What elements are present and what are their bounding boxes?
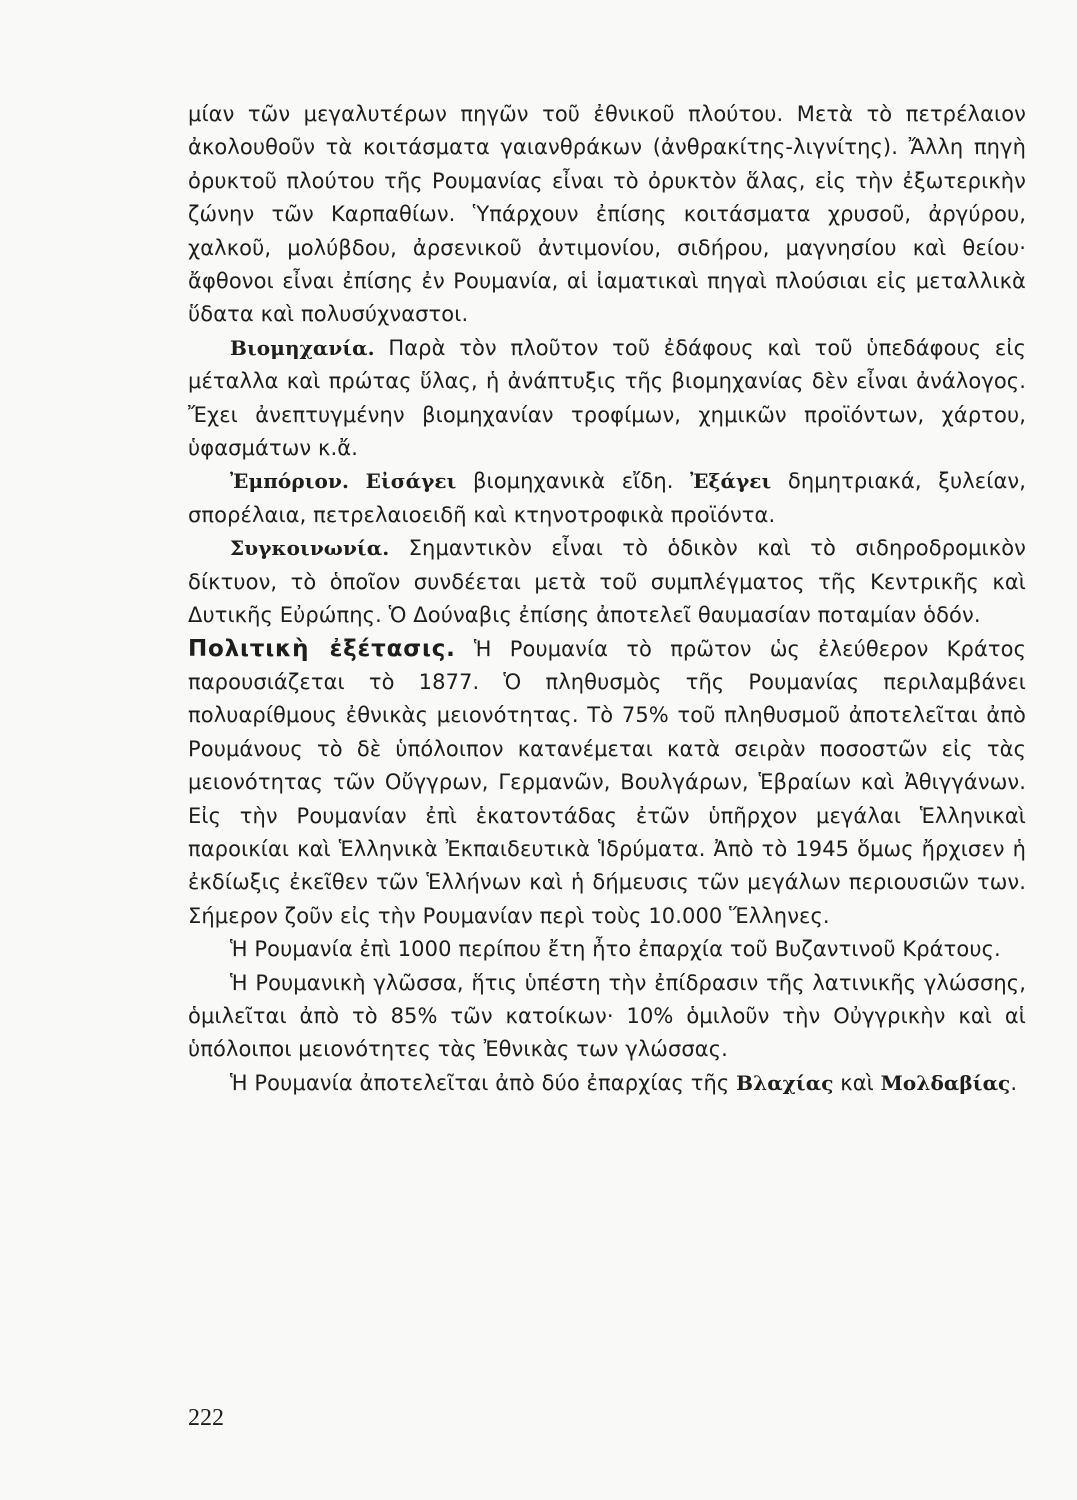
paragraph-trade (188, 465, 1026, 532)
paragraph-text: βιομηχανικὰ εἴδη. (456, 469, 691, 494)
paragraph-transport (188, 532, 1026, 632)
term-wallachia: Βλαχίας (736, 1070, 834, 1095)
heading-imports: Εἰσάγει (365, 469, 457, 494)
term-moldavia: Μολδαβίας (880, 1070, 1011, 1095)
paragraph-text: Ἡ Ρουμανία ἐπὶ 1000 περίπου ἔτη ἦτο ἐπαρχία τοῦ Βυζαντινοῦ Κράτους. (230, 937, 1001, 962)
paragraph-political (188, 633, 1026, 934)
page-number: 222 (188, 1405, 224, 1431)
paragraph-text: . (1010, 1070, 1018, 1095)
paragraph-text: μίαν τῶν μεγαλυτέρων πηγῶν τοῦ ἐθνικοῦ πλούτου. Μετὰ τὸ πετρέλαιον ἀκολουθοῦν τὰ κοιτάσματα γαιανθράκων (ἀνθρακίτης-λιγνίτης). Ἄλλη πηγὴ ὀρυκτοῦ πλούτου τῆς Ρουμανίας εἶναι τὸ ὀρυκτὸν ἅλας, εἰς τὴν ἐξωτερικὴν ζώνην τῶν Καρπαθίων. Ὑπάρχουν ἐπίσης κοιτάσματα χρυσοῦ, ἀργύρου, χαλκοῦ, μολύβδου, ἀρσενικοῦ ἀντιμονίου, σιδήρου, μαγνησίου καὶ θείου· ἄφθονοι εἶναι ἐπίσης ἐν Ρουμανία, αἱ ἰαματικαὶ πηγαὶ πλούσιαι εἰς μεταλλικὰ ὕδατα καὶ πολυσύχναστοι. (188, 102, 1026, 327)
paragraph-language (188, 967, 1026, 1067)
paragraph-mineral-wealth (188, 98, 1026, 332)
paragraph-text: Παρὰ τὸν πλοῦτον τοῦ ἐδάφους καὶ τοῦ ὑπεδάφους εἰς μέταλλα καὶ πρώτας ὕλας, ἡ ἀνάπτυξις τῆς βιομηχανίας δὲν εἶναι ἀνάλογος. Ἔχει ἀνεπτυγμένην βιομηχανίαν τροφίμων, χημικῶν προϊόντων, χάρτου, ὑφασμάτων κ.ἄ. (188, 335, 1026, 461)
paragraph-text: Ἡ Ρουμανία τὸ πρῶτον ὡς ἐλεύθερον Κράτος παρουσιάζεται τὸ 1877. Ὁ πληθυσμὸς τῆς Ρουμανίας περιλαμβάνει πολυαρίθμους ἐθνικὰς μειονότητας. Τὸ 75% τοῦ πληθυσμοῦ ἀποτελεῖται ἀπὸ Ρουμάνους τὸ δὲ ὑπόλοιπον κατανέμεται κατὰ σειρὰν ποσοστῶν εἰς τὰς μειονότητας τῶν Οὔγγρων, Γερμανῶν, Βουλγάρων, Ἑβραίων καὶ Ἀθιγγάνων. Εἰς τὴν Ρουμανίαν ἐπὶ ἑκατοντάδας ἐτῶν ὑπῆρχον μεγάλαι Ἑλληνικαὶ παροικίαι καὶ Ἑλληνικὰ Ἐκπαιδευτικὰ Ἱδρύματα. Ἀπὸ τὸ 1945 ὅμως ἤρχισεν ἡ ἐκδίωξις ἐκεῖθεν τῶν Ἑλλήνων καὶ ἡ δήμευσις τῶν μεγάλων περιουσιῶν των. Σήμερον ζοῦν εἰς τὴν Ρουμανίαν περὶ τοὺς 10.000 Ἕλληνες. (188, 636, 1026, 928)
paragraph-text: δημητριακά, ξυλείαν, σπορέλαια, πετρελαιοειδῆ καὶ κτηνοτροφικὰ προϊόντα. (188, 469, 1026, 527)
heading-exports: Ἐξάγει (690, 469, 772, 494)
paragraph-text: Ἡ Ρουμανία ἀποτελεῖται ἀπὸ δύο ἐπαρχίας τῆς (230, 1070, 737, 1095)
paragraph-byzantine (188, 933, 1026, 966)
body-text (188, 98, 1026, 1100)
paragraph-text: καὶ (833, 1070, 881, 1095)
heading-transport: Συγκοινωνία. (230, 536, 390, 561)
heading-industry: Βιομηχανία. (230, 335, 375, 360)
heading-trade: Ἐμπόριον. (230, 469, 350, 494)
paragraph-industry (188, 332, 1026, 466)
paragraph-text: Ἡ Ρουμανικὴ γλῶσσα, ἥτις ὑπέστη τὴν ἐπίδρασιν τῆς λατινικῆς γλώσσης, ὁμιλεῖται ἀπὸ τὸ 85% τῶν κατοίκων· 10% ὁμιλοῦν τὴν Οὐγγρικὴν καὶ αἱ ὑπόλοιποι μειονότητες τὰς Ἐθνικὰς των γλώσσας. (188, 970, 1026, 1062)
heading-political: Πολιτικὴ ἐξέτασις. (188, 635, 456, 662)
paragraph-text: Σημαντικὸν εἶναι τὸ ὁδικὸν καὶ τὸ σιδηροδρομικὸν δίκτυον, τὸ ὁποῖον συνδέεται μετὰ τοῦ συμπλέγματος τῆς Κεντρικῆς καὶ Δυτικῆς Εὐρώπης. Ὁ Δούναβις ἐπίσης ἀποτελεῖ θαυμασίαν ποταμίαν ὁδόν. (188, 536, 1026, 628)
paragraph-provinces (188, 1067, 1026, 1100)
